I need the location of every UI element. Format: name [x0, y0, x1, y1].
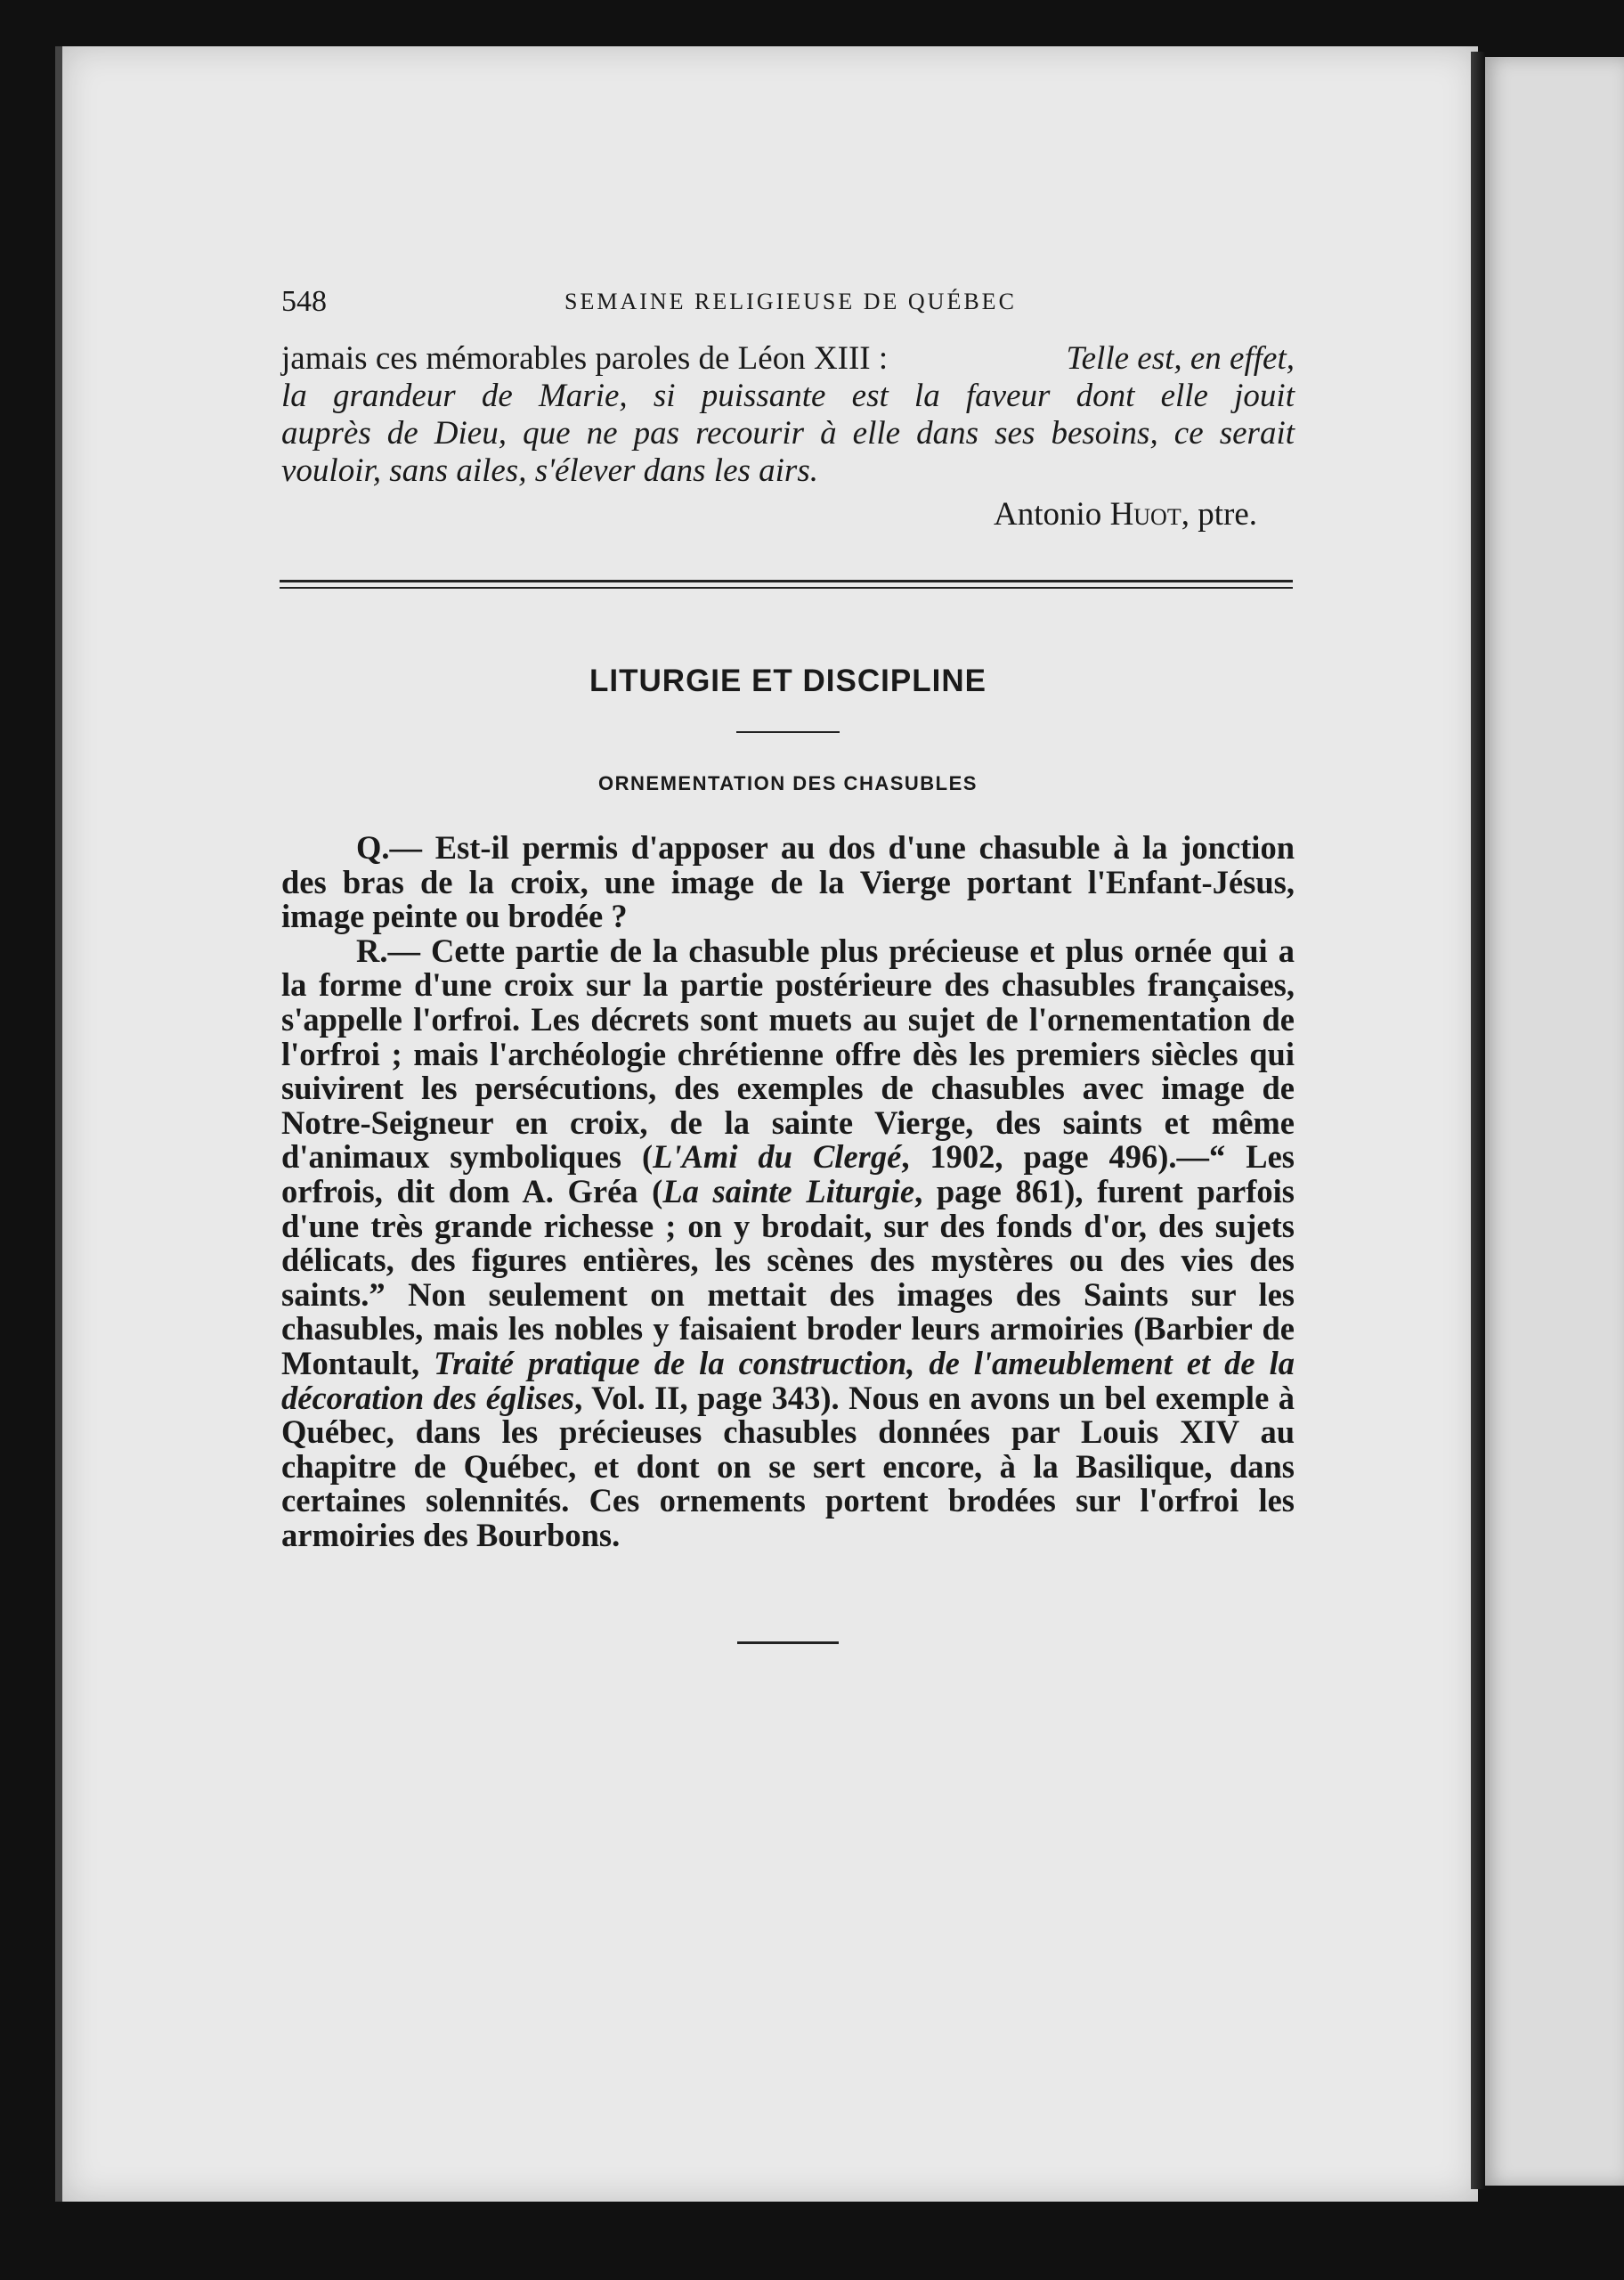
answer-text-3: , page 861), furent parfois d'une très grande richesse ; on y brodait, sur des fonds d'or, des sujets délicats, des figures entières, les scènes des mystères ou des vies des saints.” Non seulement on mettait des images des Saints sur les chasubles, mais les nobles y faisaient broder leurs armoiries (Barbier de Montault,	[281, 1172, 1295, 1381]
page-gutter	[1471, 52, 1485, 2189]
closing-quote	[281, 340, 1295, 533]
quote-line-1-italic: Telle est, en effet,	[1066, 340, 1295, 377]
subsection-title: ORNEMENTATION DES CHASUBLES	[598, 772, 978, 794]
running-head	[281, 285, 1295, 330]
journal-title: SEMAINE RELIGIEUSE DE QUÉBEC	[564, 289, 1017, 314]
reference-traite-pratique: Traité pratique de la construction, de l'ameublement et de la décoration des églises	[281, 1344, 1295, 1416]
reference-sainte-liturgie: La sainte Liturgie	[662, 1172, 915, 1209]
article-body	[281, 831, 1295, 1552]
answer-text-4: , Vol. II, page 343). Nous en avons un bel exemple à Québec, dans les précieuses chasubles données par Louis XIV au chapitre de Québec, et dont on se sert encore, à la Basilique, dans certaines solennités. Ces ornements portent brodées sur l'orfroi les armoiries des Bourbons.	[281, 1379, 1295, 1553]
title-rule	[736, 731, 840, 733]
page-number: 548	[281, 285, 327, 318]
reference-ami-du-clerge: L'Ami du Clergé	[653, 1138, 902, 1176]
facing-page	[1485, 57, 1624, 2186]
section-divider	[280, 580, 1293, 589]
answer-text-1: R.— Cette partie de la chasuble plus précieuse et plus ornée qui a la forme d'une croix sur la partie postérieure des chasubles françaises, s'appelle l'orfroi. Les décrets sont muets au sujet de l'ornementation de l'orfroi ; mais l'archéologie chrétienne offre dès les premiers siècles qui suivirent les persécutions, des exemples de chasubles avec image de Notre-Seigneur en croix, de la sainte Vierge, des saints et même d'animaux symboliques (	[281, 932, 1295, 1176]
quote-line-3: auprès de Dieu, que ne pas recourir à elle dans ses besoins, ce serait	[281, 415, 1295, 452]
end-ornament	[737, 1641, 839, 1644]
quote-line-1	[281, 340, 1295, 378]
page-content	[281, 285, 1295, 1644]
quote-line-4: vouloir, sans ailes, s'élever dans les airs.	[281, 452, 818, 489]
answer-text-2: , 1902, page 496).—“ Les orfrois, dit dom A. Gréa (	[281, 1138, 1295, 1209]
section-title: LITURGIE ET DISCIPLINE	[589, 664, 987, 698]
question-paragraph: Q.— Est-il permis d'apposer au dos d'une chasuble à la jonction des bras de la croix, une image de la Vierge portant l'Enfant-Jésus, image peinte ou brodée ?	[281, 829, 1295, 935]
quote-line-2: la grandeur de Marie, si puissante est la faveur dont elle jouit	[281, 378, 1295, 414]
quote-line-1-roman: jamais ces mémorables paroles de Léon XIII :	[281, 340, 889, 377]
signature	[281, 495, 1257, 533]
answer-paragraph	[281, 934, 1295, 1553]
signature-first-name: Antonio	[994, 496, 1110, 533]
signature-surname: Huot	[1109, 496, 1181, 533]
signature-title: , ptre.	[1181, 496, 1257, 533]
